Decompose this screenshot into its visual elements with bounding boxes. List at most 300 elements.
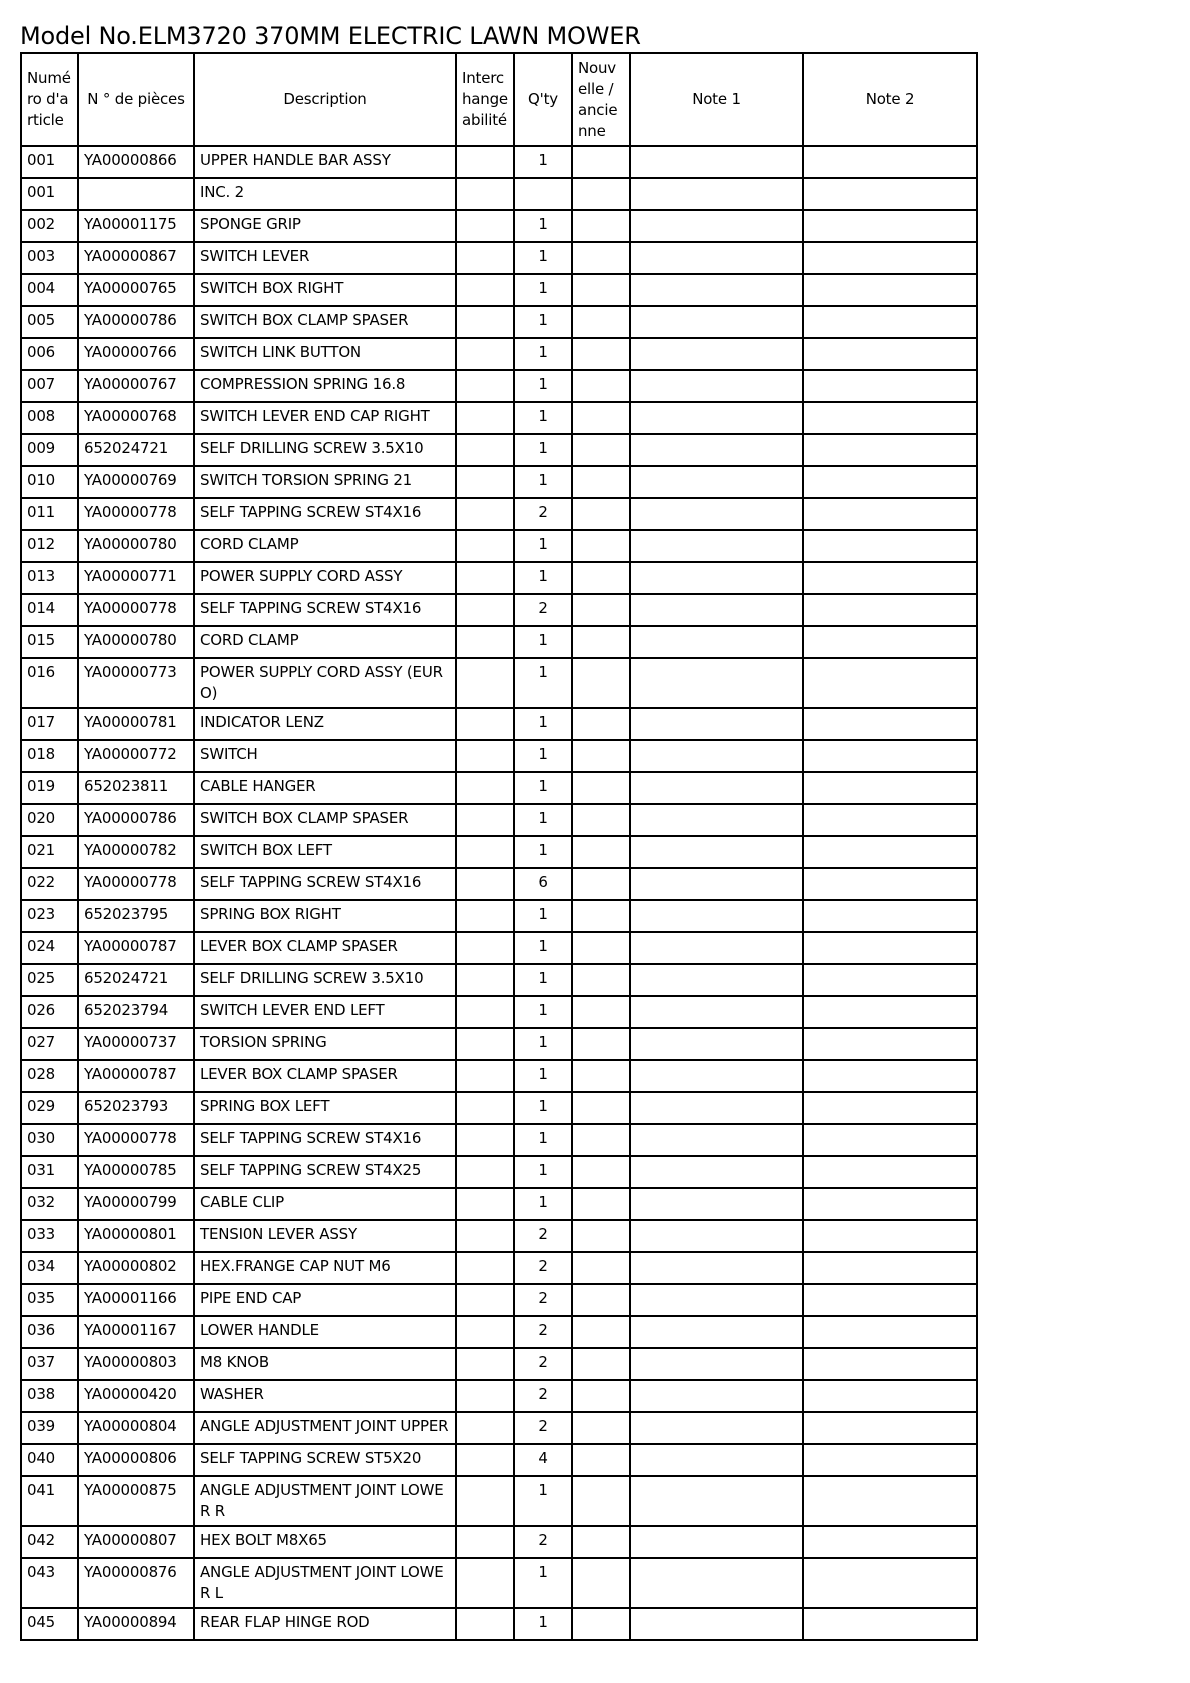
cell-part-number: YA00000786 bbox=[78, 804, 194, 836]
cell-note2 bbox=[803, 1558, 977, 1608]
cell-note2 bbox=[803, 146, 977, 178]
cell-part-number: YA00000875 bbox=[78, 1476, 194, 1526]
cell-interchangeability bbox=[456, 1608, 514, 1640]
cell-description: POWER SUPPLY CORD ASSY bbox=[194, 562, 456, 594]
cell-note2 bbox=[803, 562, 977, 594]
cell-description: ANGLE ADJUSTMENT JOINT LOWER R bbox=[194, 1476, 456, 1526]
cell-qty: 1 bbox=[514, 900, 572, 932]
cell-part-number: YA00000778 bbox=[78, 498, 194, 530]
cell-interchangeability bbox=[456, 1220, 514, 1252]
cell-part-number: YA00001175 bbox=[78, 210, 194, 242]
cell-note1 bbox=[630, 274, 803, 306]
table-row bbox=[21, 210, 977, 242]
cell-qty: 1 bbox=[514, 658, 572, 708]
cell-note1 bbox=[630, 1526, 803, 1558]
cell-note1 bbox=[630, 370, 803, 402]
cell-part-number: YA00000771 bbox=[78, 562, 194, 594]
cell-item-number: 020 bbox=[21, 804, 78, 836]
cell-part-number: YA00000894 bbox=[78, 1608, 194, 1640]
cell-description: SWITCH BOX LEFT bbox=[194, 836, 456, 868]
table-row bbox=[21, 1526, 977, 1558]
cell-interchangeability bbox=[456, 626, 514, 658]
cell-interchangeability bbox=[456, 932, 514, 964]
table-row bbox=[21, 306, 977, 338]
cell-qty: 1 bbox=[514, 1092, 572, 1124]
cell-new-old bbox=[572, 772, 630, 804]
table-row bbox=[21, 900, 977, 932]
cell-item-number: 042 bbox=[21, 1526, 78, 1558]
cell-note1 bbox=[630, 1444, 803, 1476]
cell-description: SWITCH bbox=[194, 740, 456, 772]
cell-item-number: 032 bbox=[21, 1188, 78, 1220]
cell-part-number: YA00001166 bbox=[78, 1284, 194, 1316]
cell-interchangeability bbox=[456, 1284, 514, 1316]
cell-note1 bbox=[630, 1608, 803, 1640]
table-row bbox=[21, 932, 977, 964]
cell-interchangeability bbox=[456, 1156, 514, 1188]
cell-note1 bbox=[630, 530, 803, 562]
cell-item-number: 006 bbox=[21, 338, 78, 370]
cell-interchangeability bbox=[456, 1526, 514, 1558]
cell-qty: 1 bbox=[514, 772, 572, 804]
cell-interchangeability bbox=[456, 772, 514, 804]
cell-item-number: 001 bbox=[21, 178, 78, 210]
cell-item-number: 015 bbox=[21, 626, 78, 658]
cell-note1 bbox=[630, 1252, 803, 1284]
table-row bbox=[21, 1252, 977, 1284]
cell-interchangeability bbox=[456, 434, 514, 466]
cell-part-number: 652023811 bbox=[78, 772, 194, 804]
cell-interchangeability bbox=[456, 210, 514, 242]
cell-new-old bbox=[572, 868, 630, 900]
cell-note2 bbox=[803, 1412, 977, 1444]
header-item-number: Numéro d'article bbox=[21, 53, 78, 146]
cell-note2 bbox=[803, 210, 977, 242]
cell-item-number: 038 bbox=[21, 1380, 78, 1412]
cell-note2 bbox=[803, 402, 977, 434]
cell-interchangeability bbox=[456, 1124, 514, 1156]
cell-new-old bbox=[572, 1444, 630, 1476]
cell-part-number: YA00000769 bbox=[78, 466, 194, 498]
cell-item-number: 036 bbox=[21, 1316, 78, 1348]
cell-qty: 1 bbox=[514, 402, 572, 434]
cell-new-old bbox=[572, 1188, 630, 1220]
cell-note1 bbox=[630, 1188, 803, 1220]
cell-part-number: YA00000876 bbox=[78, 1558, 194, 1608]
cell-new-old bbox=[572, 1316, 630, 1348]
cell-description: ANGLE ADJUSTMENT JOINT UPPER bbox=[194, 1412, 456, 1444]
cell-interchangeability bbox=[456, 996, 514, 1028]
cell-interchangeability bbox=[456, 900, 514, 932]
cell-interchangeability bbox=[456, 1412, 514, 1444]
table-row bbox=[21, 530, 977, 562]
cell-part-number: YA00000766 bbox=[78, 338, 194, 370]
table-row bbox=[21, 1476, 977, 1526]
cell-new-old bbox=[572, 498, 630, 530]
cell-new-old bbox=[572, 1028, 630, 1060]
cell-item-number: 012 bbox=[21, 530, 78, 562]
cell-description: SELF DRILLING SCREW 3.5X10 bbox=[194, 434, 456, 466]
table-row bbox=[21, 146, 977, 178]
cell-note2 bbox=[803, 242, 977, 274]
cell-item-number: 016 bbox=[21, 658, 78, 708]
cell-description: CABLE HANGER bbox=[194, 772, 456, 804]
cell-interchangeability bbox=[456, 804, 514, 836]
cell-qty: 1 bbox=[514, 1188, 572, 1220]
cell-new-old bbox=[572, 562, 630, 594]
table-row bbox=[21, 1348, 977, 1380]
cell-new-old bbox=[572, 1060, 630, 1092]
cell-note1 bbox=[630, 1124, 803, 1156]
cell-note2 bbox=[803, 370, 977, 402]
cell-qty: 1 bbox=[514, 242, 572, 274]
cell-new-old bbox=[572, 900, 630, 932]
cell-description: SELF TAPPING SCREW ST4X16 bbox=[194, 594, 456, 626]
cell-item-number: 029 bbox=[21, 1092, 78, 1124]
cell-part-number: YA00000781 bbox=[78, 708, 194, 740]
cell-note1 bbox=[630, 1284, 803, 1316]
cell-part-number: YA00000767 bbox=[78, 370, 194, 402]
cell-note1 bbox=[630, 1380, 803, 1412]
cell-part-number: 652023794 bbox=[78, 996, 194, 1028]
table-row bbox=[21, 626, 977, 658]
cell-item-number: 022 bbox=[21, 868, 78, 900]
cell-qty: 2 bbox=[514, 498, 572, 530]
cell-part-number bbox=[78, 178, 194, 210]
table-row bbox=[21, 1558, 977, 1608]
cell-item-number: 007 bbox=[21, 370, 78, 402]
table-row bbox=[21, 740, 977, 772]
cell-item-number: 026 bbox=[21, 996, 78, 1028]
table-row bbox=[21, 1444, 977, 1476]
table-row bbox=[21, 1412, 977, 1444]
cell-description: LEVER BOX CLAMP SPASER bbox=[194, 932, 456, 964]
cell-note2 bbox=[803, 932, 977, 964]
table-row bbox=[21, 1284, 977, 1316]
cell-note1 bbox=[630, 996, 803, 1028]
cell-part-number: 652024721 bbox=[78, 964, 194, 996]
cell-note2 bbox=[803, 498, 977, 530]
cell-note2 bbox=[803, 996, 977, 1028]
cell-new-old bbox=[572, 178, 630, 210]
cell-note2 bbox=[803, 1252, 977, 1284]
header-description: Description bbox=[194, 53, 456, 146]
cell-description: SPRING BOX RIGHT bbox=[194, 900, 456, 932]
cell-interchangeability bbox=[456, 1092, 514, 1124]
cell-new-old bbox=[572, 1124, 630, 1156]
cell-new-old bbox=[572, 996, 630, 1028]
cell-note2 bbox=[803, 1028, 977, 1060]
cell-part-number: YA00000804 bbox=[78, 1412, 194, 1444]
cell-part-number: 652023795 bbox=[78, 900, 194, 932]
cell-interchangeability bbox=[456, 836, 514, 868]
cell-new-old bbox=[572, 804, 630, 836]
cell-description: CORD CLAMP bbox=[194, 626, 456, 658]
cell-interchangeability bbox=[456, 1558, 514, 1608]
cell-note2 bbox=[803, 434, 977, 466]
table-row bbox=[21, 772, 977, 804]
cell-note1 bbox=[630, 242, 803, 274]
cell-qty: 1 bbox=[514, 1028, 572, 1060]
cell-qty: 1 bbox=[514, 210, 572, 242]
cell-part-number: YA00000737 bbox=[78, 1028, 194, 1060]
cell-part-number: YA00000768 bbox=[78, 402, 194, 434]
cell-new-old bbox=[572, 740, 630, 772]
cell-item-number: 027 bbox=[21, 1028, 78, 1060]
cell-part-number: 652024721 bbox=[78, 434, 194, 466]
cell-note1 bbox=[630, 804, 803, 836]
cell-part-number: YA00000420 bbox=[78, 1380, 194, 1412]
cell-qty: 1 bbox=[514, 370, 572, 402]
cell-new-old bbox=[572, 658, 630, 708]
cell-note2 bbox=[803, 1476, 977, 1526]
cell-note1 bbox=[630, 932, 803, 964]
cell-qty: 1 bbox=[514, 338, 572, 370]
cell-interchangeability bbox=[456, 1252, 514, 1284]
cell-note2 bbox=[803, 868, 977, 900]
cell-new-old bbox=[572, 964, 630, 996]
cell-note2 bbox=[803, 1092, 977, 1124]
cell-qty: 1 bbox=[514, 1060, 572, 1092]
cell-note1 bbox=[630, 1220, 803, 1252]
cell-interchangeability bbox=[456, 498, 514, 530]
cell-note1 bbox=[630, 1092, 803, 1124]
cell-qty: 2 bbox=[514, 1284, 572, 1316]
cell-new-old bbox=[572, 338, 630, 370]
cell-qty: 2 bbox=[514, 1526, 572, 1558]
cell-item-number: 039 bbox=[21, 1412, 78, 1444]
table-row bbox=[21, 434, 977, 466]
cell-description: TORSION SPRING bbox=[194, 1028, 456, 1060]
cell-note2 bbox=[803, 740, 977, 772]
cell-qty: 1 bbox=[514, 434, 572, 466]
table-row bbox=[21, 370, 977, 402]
table-header-row bbox=[21, 53, 977, 146]
cell-part-number: YA00000773 bbox=[78, 658, 194, 708]
cell-qty: 1 bbox=[514, 562, 572, 594]
cell-qty: 1 bbox=[514, 626, 572, 658]
cell-item-number: 023 bbox=[21, 900, 78, 932]
cell-description: SWITCH LINK BUTTON bbox=[194, 338, 456, 370]
cell-qty: 1 bbox=[514, 708, 572, 740]
cell-item-number: 018 bbox=[21, 740, 78, 772]
cell-part-number: YA00000802 bbox=[78, 1252, 194, 1284]
cell-new-old bbox=[572, 434, 630, 466]
header-note1: Note 1 bbox=[630, 53, 803, 146]
cell-new-old bbox=[572, 402, 630, 434]
cell-new-old bbox=[572, 1156, 630, 1188]
cell-interchangeability bbox=[456, 338, 514, 370]
table-row bbox=[21, 1220, 977, 1252]
cell-new-old bbox=[572, 594, 630, 626]
cell-item-number: 010 bbox=[21, 466, 78, 498]
cell-qty: 2 bbox=[514, 1380, 572, 1412]
cell-qty: 4 bbox=[514, 1444, 572, 1476]
table-row bbox=[21, 1380, 977, 1412]
table-row bbox=[21, 1060, 977, 1092]
cell-description: INDICATOR LENZ bbox=[194, 708, 456, 740]
cell-interchangeability bbox=[456, 964, 514, 996]
cell-item-number: 003 bbox=[21, 242, 78, 274]
cell-part-number: YA00000765 bbox=[78, 274, 194, 306]
cell-interchangeability bbox=[456, 274, 514, 306]
cell-note1 bbox=[630, 210, 803, 242]
table-row bbox=[21, 804, 977, 836]
cell-item-number: 041 bbox=[21, 1476, 78, 1526]
cell-note1 bbox=[630, 900, 803, 932]
cell-note2 bbox=[803, 900, 977, 932]
cell-description: SWITCH TORSION SPRING 21 bbox=[194, 466, 456, 498]
cell-item-number: 024 bbox=[21, 932, 78, 964]
cell-item-number: 033 bbox=[21, 1220, 78, 1252]
cell-note1 bbox=[630, 338, 803, 370]
cell-description: LOWER HANDLE bbox=[194, 1316, 456, 1348]
cell-description: COMPRESSION SPRING 16.8 bbox=[194, 370, 456, 402]
cell-note2 bbox=[803, 1444, 977, 1476]
cell-qty: 2 bbox=[514, 1348, 572, 1380]
cell-note2 bbox=[803, 1316, 977, 1348]
cell-note1 bbox=[630, 772, 803, 804]
cell-interchangeability bbox=[456, 306, 514, 338]
cell-new-old bbox=[572, 1526, 630, 1558]
cell-note2 bbox=[803, 306, 977, 338]
cell-description: WASHER bbox=[194, 1380, 456, 1412]
cell-description: HEX.FRANGE CAP NUT M6 bbox=[194, 1252, 456, 1284]
cell-qty: 1 bbox=[514, 306, 572, 338]
cell-note1 bbox=[630, 1156, 803, 1188]
cell-interchangeability bbox=[456, 658, 514, 708]
cell-interchangeability bbox=[456, 740, 514, 772]
header-new-old: Nouvelle / ancienne bbox=[572, 53, 630, 146]
cell-new-old bbox=[572, 370, 630, 402]
cell-note1 bbox=[630, 868, 803, 900]
cell-interchangeability bbox=[456, 868, 514, 900]
cell-description: SPONGE GRIP bbox=[194, 210, 456, 242]
cell-description: SELF TAPPING SCREW ST4X16 bbox=[194, 498, 456, 530]
cell-interchangeability bbox=[456, 708, 514, 740]
cell-description: POWER SUPPLY CORD ASSY (EURO) bbox=[194, 658, 456, 708]
cell-new-old bbox=[572, 1252, 630, 1284]
cell-part-number: YA00000780 bbox=[78, 626, 194, 658]
cell-interchangeability bbox=[456, 1188, 514, 1220]
cell-qty: 2 bbox=[514, 594, 572, 626]
table-row bbox=[21, 996, 977, 1028]
cell-part-number: YA00000799 bbox=[78, 1188, 194, 1220]
cell-description: TENSI0N LEVER ASSY bbox=[194, 1220, 456, 1252]
cell-item-number: 021 bbox=[21, 836, 78, 868]
cell-note1 bbox=[630, 1060, 803, 1092]
cell-item-number: 008 bbox=[21, 402, 78, 434]
cell-part-number: YA00000787 bbox=[78, 932, 194, 964]
cell-description: M8 KNOB bbox=[194, 1348, 456, 1380]
cell-description: SWITCH BOX CLAMP SPASER bbox=[194, 804, 456, 836]
cell-item-number: 028 bbox=[21, 1060, 78, 1092]
cell-new-old bbox=[572, 1608, 630, 1640]
cell-note1 bbox=[630, 1476, 803, 1526]
cell-qty: 1 bbox=[514, 964, 572, 996]
cell-qty: 1 bbox=[514, 1608, 572, 1640]
cell-interchangeability bbox=[456, 1060, 514, 1092]
cell-new-old bbox=[572, 242, 630, 274]
cell-item-number: 045 bbox=[21, 1608, 78, 1640]
table-row bbox=[21, 178, 977, 210]
cell-new-old bbox=[572, 626, 630, 658]
cell-description: PIPE END CAP bbox=[194, 1284, 456, 1316]
cell-part-number: YA00000782 bbox=[78, 836, 194, 868]
table-row bbox=[21, 1028, 977, 1060]
cell-interchangeability bbox=[456, 1380, 514, 1412]
table-row bbox=[21, 964, 977, 996]
cell-qty bbox=[514, 178, 572, 210]
cell-description: SELF TAPPING SCREW ST5X20 bbox=[194, 1444, 456, 1476]
cell-item-number: 040 bbox=[21, 1444, 78, 1476]
cell-note1 bbox=[630, 498, 803, 530]
cell-note1 bbox=[630, 402, 803, 434]
cell-item-number: 035 bbox=[21, 1284, 78, 1316]
cell-item-number: 031 bbox=[21, 1156, 78, 1188]
cell-note1 bbox=[630, 1348, 803, 1380]
cell-new-old bbox=[572, 274, 630, 306]
header-interchangeability: Interchangeabilité bbox=[456, 53, 514, 146]
cell-new-old bbox=[572, 530, 630, 562]
cell-description: LEVER BOX CLAMP SPASER bbox=[194, 1060, 456, 1092]
cell-note1 bbox=[630, 626, 803, 658]
cell-description: SWITCH BOX CLAMP SPASER bbox=[194, 306, 456, 338]
cell-note2 bbox=[803, 1348, 977, 1380]
cell-description: SWITCH BOX RIGHT bbox=[194, 274, 456, 306]
cell-note2 bbox=[803, 1608, 977, 1640]
table-row bbox=[21, 562, 977, 594]
header-note2: Note 2 bbox=[803, 53, 977, 146]
cell-qty: 1 bbox=[514, 804, 572, 836]
table-row bbox=[21, 836, 977, 868]
cell-part-number: YA00000801 bbox=[78, 1220, 194, 1252]
cell-item-number: 011 bbox=[21, 498, 78, 530]
cell-note2 bbox=[803, 836, 977, 868]
cell-note1 bbox=[630, 964, 803, 996]
cell-qty: 1 bbox=[514, 274, 572, 306]
cell-description: CABLE CLIP bbox=[194, 1188, 456, 1220]
cell-item-number: 025 bbox=[21, 964, 78, 996]
cell-interchangeability bbox=[456, 146, 514, 178]
cell-item-number: 002 bbox=[21, 210, 78, 242]
cell-interchangeability bbox=[456, 242, 514, 274]
cell-new-old bbox=[572, 1412, 630, 1444]
header-part-number: N ° de pièces bbox=[78, 53, 194, 146]
parts-table-body bbox=[21, 146, 977, 1640]
cell-item-number: 019 bbox=[21, 772, 78, 804]
cell-note2 bbox=[803, 1188, 977, 1220]
cell-interchangeability bbox=[456, 562, 514, 594]
cell-item-number: 037 bbox=[21, 1348, 78, 1380]
cell-note2 bbox=[803, 530, 977, 562]
cell-note1 bbox=[630, 740, 803, 772]
table-row bbox=[21, 1124, 977, 1156]
cell-qty: 1 bbox=[514, 740, 572, 772]
cell-note2 bbox=[803, 178, 977, 210]
cell-part-number: YA00000778 bbox=[78, 1124, 194, 1156]
cell-item-number: 014 bbox=[21, 594, 78, 626]
cell-item-number: 030 bbox=[21, 1124, 78, 1156]
cell-new-old bbox=[572, 932, 630, 964]
cell-item-number: 001 bbox=[21, 146, 78, 178]
cell-new-old bbox=[572, 1380, 630, 1412]
cell-description: SELF TAPPING SCREW ST4X16 bbox=[194, 1124, 456, 1156]
cell-description: CORD CLAMP bbox=[194, 530, 456, 562]
cell-note2 bbox=[803, 338, 977, 370]
cell-part-number: YA00000866 bbox=[78, 146, 194, 178]
cell-note1 bbox=[630, 178, 803, 210]
